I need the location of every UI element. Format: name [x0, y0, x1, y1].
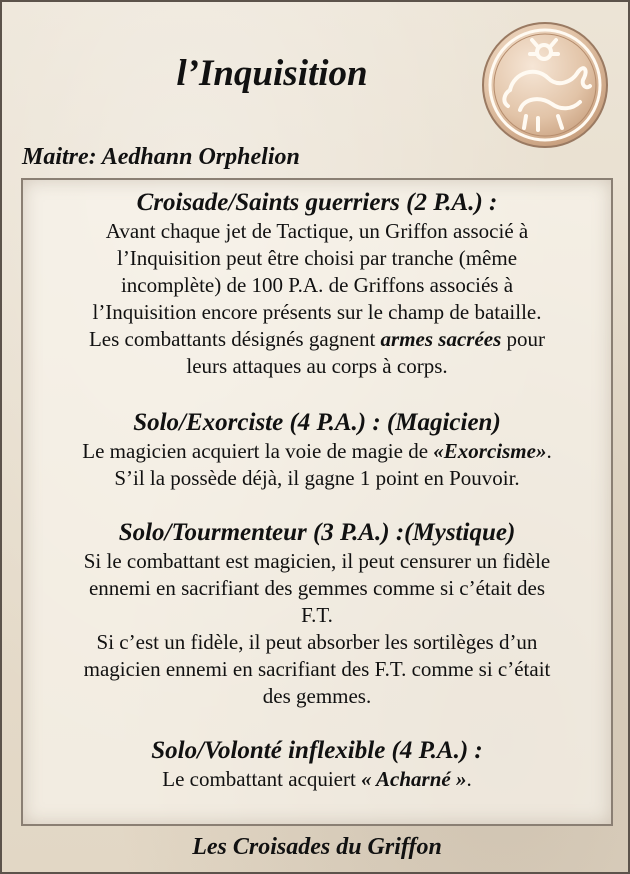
rule-line — [23, 326, 611, 353]
rule-text: Le combattant acquiert — [162, 767, 356, 791]
rule-body — [23, 766, 611, 793]
rule-title: Croisade/Saints guerriers (2 P.A.) : — [136, 189, 498, 216]
rule-body — [23, 438, 611, 492]
rules-panel — [21, 178, 613, 826]
rule-line — [23, 438, 611, 465]
card-footer: Les Croisades du Griffon — [192, 834, 442, 860]
rule-text: pour — [506, 327, 546, 351]
rule-line: ennemi en sacrifiant des gemmes comme si c’était des — [88, 576, 545, 600]
rule-croisade — [23, 188, 611, 380]
rule-body — [23, 218, 611, 380]
rule-line: incomplète) de 100 P.A. de Griffons associés à — [120, 273, 514, 297]
rule-body — [23, 548, 611, 710]
rule-tourmenteur — [23, 518, 611, 710]
rule-line: l’Inquisition peut être choisi par tranche (même — [116, 246, 518, 270]
keyword-exorcisme: «Exorcisme» — [433, 439, 547, 463]
griffon-medallion-icon — [480, 20, 610, 150]
keyword-armes-sacrees: armes sacrées — [380, 327, 502, 351]
card-title: l’Inquisition — [176, 53, 368, 94]
rule-text: . — [546, 439, 552, 463]
rule-exorciste — [23, 408, 611, 492]
master-name: Maitre: Aedhann Orphelion — [22, 144, 300, 170]
rule-title: Solo/Volonté inflexible (4 P.A.) : — [151, 737, 483, 764]
rule-line: F.T. — [301, 603, 333, 627]
rule-line: Si c’est un fidèle, il peut absorber les sortilèges d’un — [96, 630, 538, 654]
rule-line: Avant chaque jet de Tactique, un Griffon associé à — [105, 219, 529, 243]
keyword-acharne: « Acharné » — [361, 767, 467, 791]
rule-line: leurs attaques au corps à corps. — [186, 354, 448, 378]
rule-title: Solo/Tourmenteur (3 P.A.) :(Mystique) — [118, 519, 516, 546]
rule-title: Solo/Exorciste (4 P.A.) : (Magicien) — [133, 409, 501, 436]
rule-line: magicien ennemi en sacrifiant des F.T. comme si c’était — [83, 657, 551, 681]
rule-line: S’il la possède déjà, il gagne 1 point en Pouvoir. — [114, 466, 520, 490]
rule-line — [23, 766, 611, 793]
rule-line: des gemmes. — [262, 684, 372, 708]
rule-line: Si le combattant est magicien, il peut censurer un fidèle — [83, 549, 551, 573]
rule-text: . — [466, 767, 472, 791]
rule-text: Les combattants désignés gagnent — [88, 327, 376, 351]
rule-volonte — [23, 736, 611, 793]
rule-line: l’Inquisition encore présents sur le champ de bataille. — [92, 300, 542, 324]
rule-text: Le magicien acquiert la voie de magie de — [82, 439, 429, 463]
